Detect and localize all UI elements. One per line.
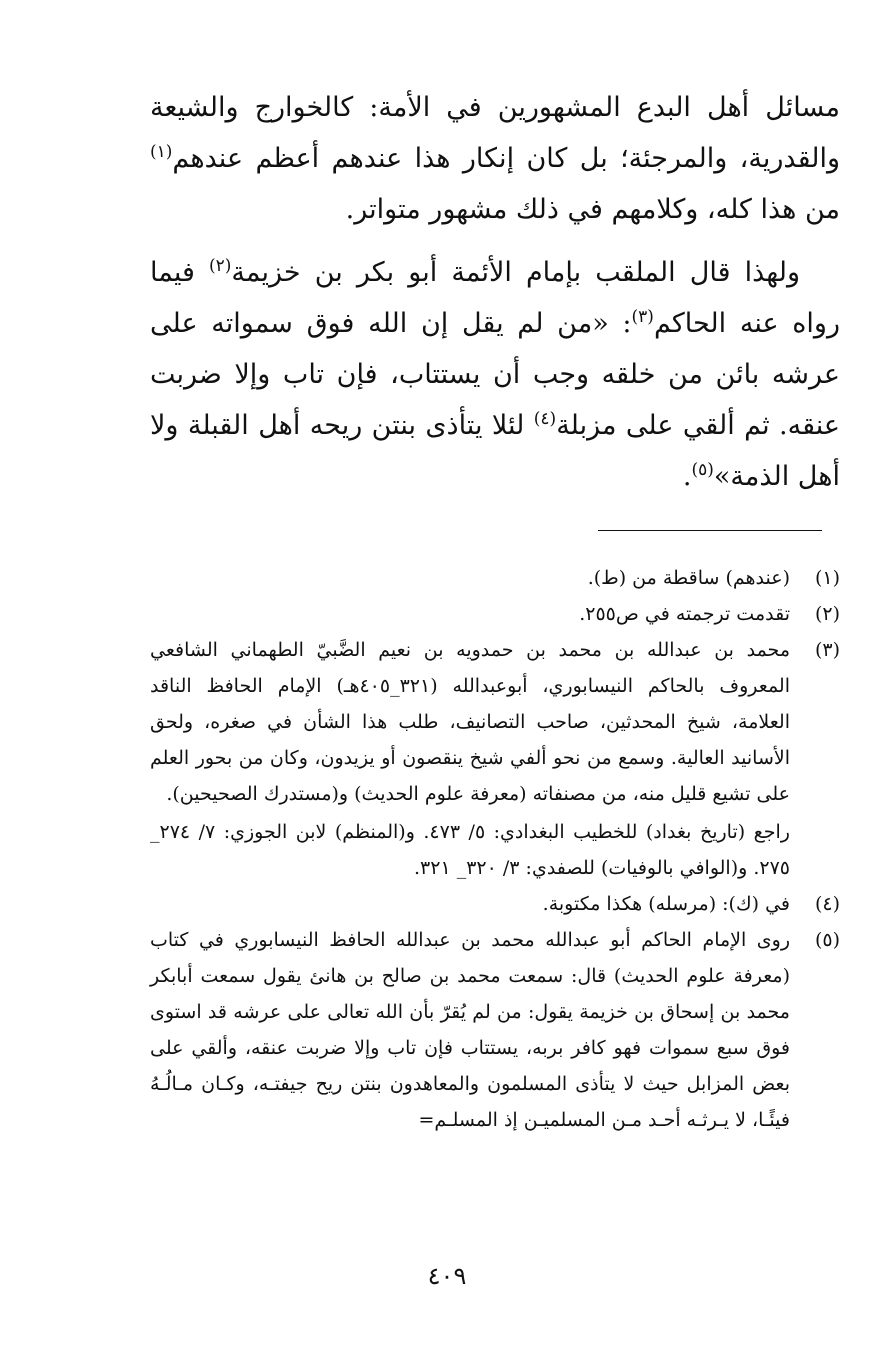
footnote-text: محمد بن عبدالله بن محمد بن حمدويه بن نعيم الضَّبيّ الطهماني الشافعي المعروف بالحاكم النيسابوري، أبوعبدالله (٣٢١_٤٠٥هـ) الإمام الحافظ الناقد العلامة، شيخ المحدثين، صاحب التصانيف، طلب هذا الشأن في صغره، ولحق الأسانيد العالية. وسمع من نحو ألفي شيخ ينقصون أو يزيدون، وكان من بحور العلم على تشيع قليل منه، من مصنفاته (معرفة علوم الحديث) و(مستدرك الصحيحين). bbox=[150, 639, 790, 805]
footnote-5 bbox=[150, 922, 840, 1138]
main-paragraph-2-part-d: لئلا يتأذى بنتن ريحه أهل القبلة ولا أهل الذمة» bbox=[150, 410, 840, 492]
footnote-separator bbox=[598, 530, 822, 531]
main-paragraph-2-part-b: فيما رواه عنه الحاكم bbox=[150, 257, 840, 339]
footnote-text: (عندهم) ساقطة من (ط). bbox=[587, 567, 790, 589]
footnote-2 bbox=[150, 596, 840, 632]
footnote-text: تقدمت ترجمته في ص٢٥٥. bbox=[579, 603, 790, 625]
footnote-ref-1: (١) bbox=[150, 142, 173, 162]
footnote-body bbox=[150, 632, 790, 886]
main-paragraph-2 bbox=[150, 247, 840, 502]
main-paragraph-2-part-a: ولهذا قال الملقب بإمام الأئمة أبو بكر بن خزيمة bbox=[231, 257, 800, 288]
footnote-body bbox=[150, 596, 790, 632]
main-paragraph-2-part-e: . bbox=[682, 461, 692, 492]
footnote-number: (٤) bbox=[814, 893, 840, 915]
main-paragraph-1 bbox=[150, 82, 840, 235]
footnote-text: في (ك): (مرسله) هكذا مكتوبة. bbox=[542, 893, 790, 915]
footnote-body bbox=[150, 922, 790, 1138]
footnote-ref-3: (٣) bbox=[631, 307, 654, 327]
main-text bbox=[150, 82, 840, 502]
main-paragraph-2-part-c: : «من لم يقل إن الله فوق سمواته على عرشه بائن من خلقه وجب أن يستتاب، فإن تاب وإلا ضربت عنقه. ثم ألقي على مزبلة bbox=[150, 308, 840, 441]
main-paragraph-1-text: مسائل أهل البدع المشهورين في الأمة: كالخوارج والشيعة والقدرية، والمرجئة؛ بل كان إنكار هذا عندهم أعظم عندهم bbox=[150, 92, 840, 174]
footnote-number: (١) bbox=[814, 567, 840, 589]
footnote-ref-4: (٤) bbox=[533, 409, 557, 429]
footnotes bbox=[150, 560, 840, 1138]
footnote-number: (٣) bbox=[814, 639, 840, 661]
footnote-3 bbox=[150, 632, 840, 886]
footnote-body bbox=[150, 886, 790, 922]
footnote-number: (٢) bbox=[814, 603, 840, 625]
footnote-number: (٥) bbox=[814, 929, 840, 951]
footnote-4 bbox=[150, 886, 840, 922]
footnote-text: روى الإمام الحاكم أبو عبدالله محمد بن عبدالله الحافظ النيسابوري في كتاب (معرفة علوم الحديث) قال: سمعت محمد بن صالح بن هانئ يقول سمعت أبابكر محمد بن إسحاق بن خزيمة يقول: من لم يُقرّ بأن الله تعالى على عرشه قد استوى فوق سبع سموات فهو كافر بربه، يستتاب فإن تاب وإلا ضربت عنقه، وألقي على بعض المزابل حيث لا يتأذى المسلمون والمعاهدون بنتن ريح جيفتـه، وكـان مـالُـهُ فيئًـا، لا يـرثـه أحـد مـن المسلميـن إذ المسلـم= bbox=[150, 929, 790, 1131]
main-paragraph-1-end: من هذا كله، وكلامهم في ذلك مشهور متواتر. bbox=[345, 194, 840, 225]
footnote-1 bbox=[150, 560, 840, 596]
footnote-ref-5: (٥) bbox=[691, 460, 714, 480]
page-number: ٤٠٩ bbox=[427, 1262, 467, 1290]
footnote-references: راجع (تاريخ بغداد) للخطيب البغدادي: ٥/ ٤٧٣. و(المنظم) لابن الجوزي: ٧/ ٢٧٤_ ٢٧٥. و(الوافي بالوفيات) للصفدي: ٣/ ٣٢٠_ ٣٢١. bbox=[150, 821, 790, 879]
footnote-body bbox=[150, 560, 790, 596]
footnote-ref-2: (٢) bbox=[209, 256, 232, 276]
